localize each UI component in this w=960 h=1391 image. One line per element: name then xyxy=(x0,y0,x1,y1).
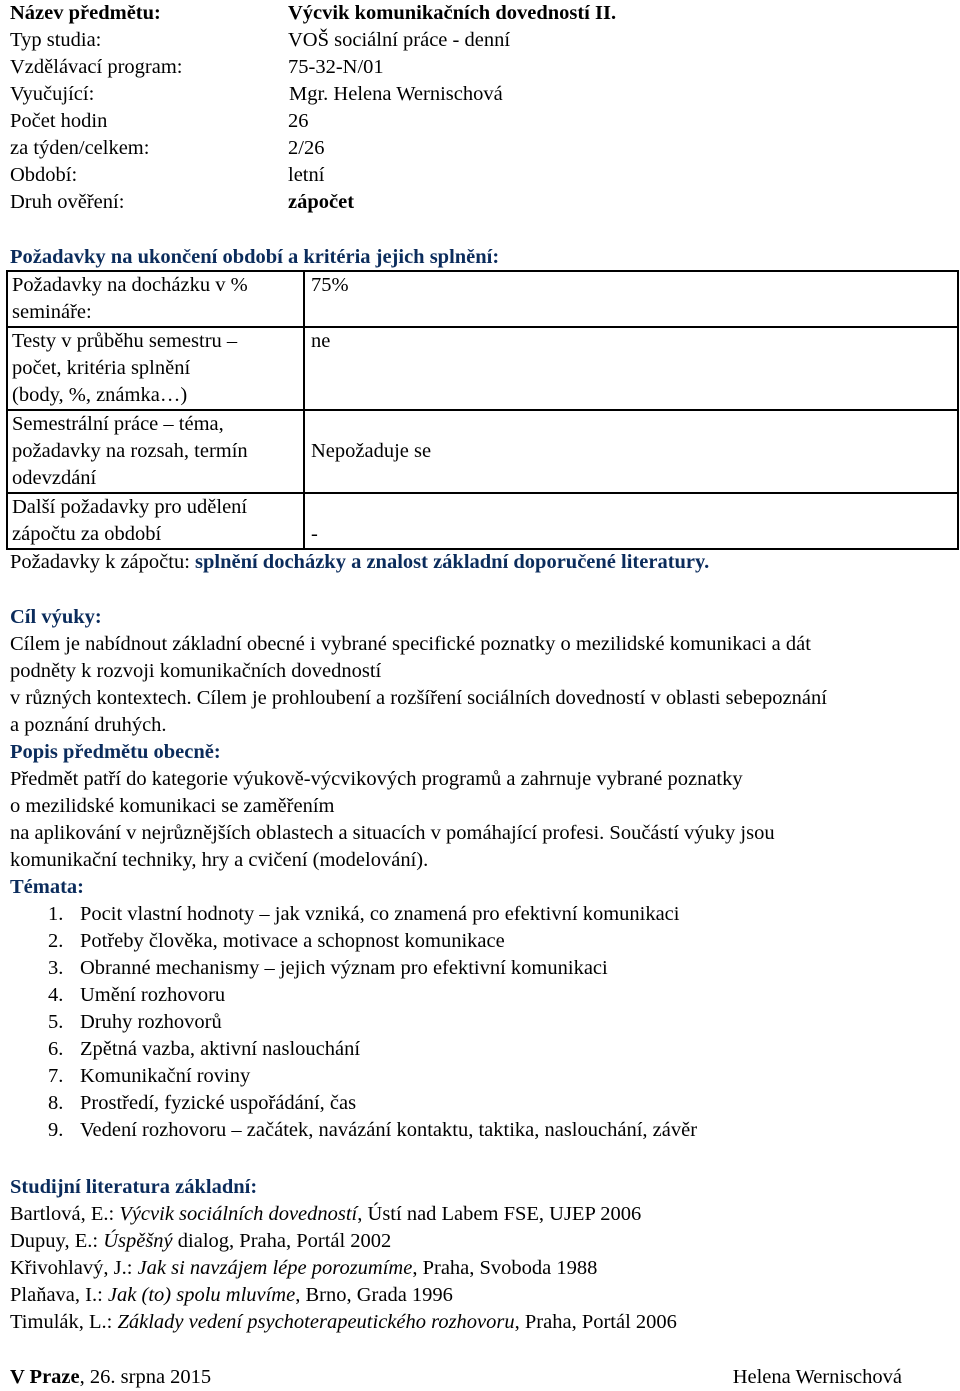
topics-list xyxy=(10,901,956,1144)
label-line: Další požadavky pro udělení xyxy=(12,496,248,518)
list-item xyxy=(10,1036,956,1063)
list-item xyxy=(10,928,956,955)
item-text: Vedení rozhovoru – začátek, navázání kontaktu, taktika, naslouchání, závěr xyxy=(80,1119,698,1141)
label-line: Testy v průběhu semestru – xyxy=(12,330,238,352)
book-title: Výcvik sociálních dovedností xyxy=(119,1203,358,1225)
info-value: 26 xyxy=(288,110,309,132)
description-line: o mezilidské komunikaci se zaměřením xyxy=(10,795,335,817)
requirement-value: Nepožaduje se xyxy=(304,410,958,493)
item-text: Umění rozhovoru xyxy=(80,984,226,1006)
item-number: 8. xyxy=(48,1092,64,1114)
info-label: Typ studia: xyxy=(10,29,102,51)
book-title: Úspěšný xyxy=(103,1230,173,1252)
footer xyxy=(10,1364,902,1391)
literature-item xyxy=(10,1282,956,1309)
list-item xyxy=(10,982,956,1009)
author: Timulák, L.: xyxy=(10,1311,118,1333)
label-line: odevzdání xyxy=(12,467,97,489)
publisher: , Ústí nad Labem FSE, UJEP 2006 xyxy=(357,1203,642,1225)
date: , 26. srpna 2015 xyxy=(79,1366,212,1388)
publisher: dialog, Praha, Portál 2002 xyxy=(172,1230,392,1252)
course-info xyxy=(10,0,956,216)
info-value: Mgr. Helena Wernischová xyxy=(289,83,503,105)
info-value: 75-32-N/01 xyxy=(288,56,384,78)
description-section xyxy=(10,739,956,874)
book-title: Jak (to) spolu mluvíme xyxy=(107,1284,296,1306)
goal-heading: Cíl výuky: xyxy=(10,606,102,628)
literature-item xyxy=(10,1255,956,1282)
info-label: Počet hodin xyxy=(10,110,108,132)
description-line: na aplikování v nejrůznějších oblastech a situacích v pomáhající profesi. Součástí výuky jsou xyxy=(10,822,775,844)
item-number: 1. xyxy=(48,903,64,925)
requirement-value: ne xyxy=(304,327,958,410)
description-line: Předmět patří do kategorie výukově-výcvikových programů a zahrnuje vybrané poznatky xyxy=(10,768,743,790)
topics-section xyxy=(10,874,956,1144)
requirements-table xyxy=(6,270,959,550)
requirement-value: - xyxy=(304,493,958,549)
info-value: 2/26 xyxy=(288,137,325,159)
table-row xyxy=(7,410,958,493)
goal-line: v různých kontextech. Cílem je prohloubení a rozšíření sociálních dovedností v oblasti sebepoznání xyxy=(10,687,827,709)
place: V Praze xyxy=(10,1366,80,1388)
item-text: Pocit vlastní hodnoty – jak vzniká, co znamená pro efektivní komunikaci xyxy=(80,903,680,925)
list-item xyxy=(10,901,956,928)
publisher: , Brno, Grada 1996 xyxy=(295,1284,453,1306)
table-row xyxy=(7,493,958,549)
item-number: 6. xyxy=(48,1038,64,1060)
item-number: 7. xyxy=(48,1065,64,1087)
list-item xyxy=(10,955,956,982)
item-number: 3. xyxy=(48,957,64,979)
requirement-label xyxy=(7,410,304,493)
label-line: (body, %, známka…) xyxy=(12,384,188,406)
label-line: Požadavky na docházku v % xyxy=(12,274,248,296)
author: Bartlová, E.: xyxy=(10,1203,120,1225)
description-heading: Popis předmětu obecně: xyxy=(10,741,221,763)
literature-heading: Studijní literatura základní: xyxy=(10,1176,258,1198)
credit-prefix: Požadavky k zápočtu: xyxy=(10,551,196,573)
info-value: letní xyxy=(288,164,325,186)
info-value: VOŠ sociální práce - denní xyxy=(288,29,511,51)
item-number: 4. xyxy=(48,984,64,1006)
info-label: Období: xyxy=(10,164,78,186)
topics-heading: Témata: xyxy=(10,876,85,898)
table-row xyxy=(7,271,958,327)
requirements-heading: Požadavky na ukončení období a kritéria jejich splnění: xyxy=(10,246,500,268)
place-date xyxy=(10,1364,211,1391)
list-item xyxy=(10,1117,956,1144)
credit-requirements xyxy=(10,549,709,576)
info-label: Vyučující: xyxy=(10,83,95,105)
goal-section xyxy=(10,604,956,739)
list-item xyxy=(10,1063,956,1090)
goal-line: podněty k rozvoji komunikačních dovedností xyxy=(10,660,382,682)
label-line: semináře: xyxy=(12,301,92,323)
info-label: za týden/celkem: xyxy=(10,137,150,159)
requirement-value: 75% xyxy=(304,271,958,327)
info-label: Název předmětu: xyxy=(10,2,161,24)
author: Plaňava, I.: xyxy=(10,1284,108,1306)
book-title: Základy vedení psychoterapeutického rozhovoru xyxy=(117,1311,515,1333)
item-text: Zpětná vazba, aktivní naslouchání xyxy=(80,1038,361,1060)
info-label: Druh ověření: xyxy=(10,191,125,213)
signature: Helena Wernischová xyxy=(732,1366,902,1388)
description-line: komunikační techniky, hry a cvičení (modelování). xyxy=(10,849,429,871)
list-item xyxy=(10,1090,956,1117)
goal-line: Cílem je nabídnout základní obecné i vybrané specifické poznatky o mezilidské komunikaci a dát xyxy=(10,633,811,655)
label-line: Semestrální práce – téma, xyxy=(12,413,224,435)
publisher: , Praha, Svoboda 1988 xyxy=(412,1257,598,1279)
author: Dupuy, E.: xyxy=(10,1230,104,1252)
item-text: Prostředí, fyzické uspořádání, čas xyxy=(80,1092,357,1114)
credit-text: splnění docházky a znalost základní doporučené literatury. xyxy=(195,551,710,573)
table-row xyxy=(7,327,958,410)
requirement-label xyxy=(7,493,304,549)
item-number: 5. xyxy=(48,1011,64,1033)
label-line: počet, kritéria splnění xyxy=(12,357,191,379)
literature-item xyxy=(10,1228,956,1255)
item-number: 2. xyxy=(48,930,64,952)
book-title: Jak si navzájem lépe porozumíme xyxy=(137,1257,413,1279)
requirement-label xyxy=(7,271,304,327)
label-line: zápočtu za období xyxy=(12,523,162,545)
requirement-label xyxy=(7,327,304,410)
item-number: 9. xyxy=(48,1119,64,1141)
info-value: zápočet xyxy=(288,191,355,213)
label-line: požadavky na rozsah, termín xyxy=(12,440,248,462)
info-label: Vzdělávací program: xyxy=(10,56,183,78)
literature-item xyxy=(10,1309,956,1336)
item-text: Potřeby člověka, motivace a schopnost komunikace xyxy=(80,930,505,952)
item-text: Komunikační roviny xyxy=(80,1065,251,1087)
author: Křivohlavý, J.: xyxy=(10,1257,138,1279)
item-text: Druhy rozhovorů xyxy=(80,1011,222,1033)
goal-line: a poznání druhých. xyxy=(10,714,167,736)
literature-item xyxy=(10,1201,956,1228)
list-item xyxy=(10,1009,956,1036)
literature-section xyxy=(10,1174,956,1336)
item-text: Obranné mechanismy – jejich význam pro efektivní komunikaci xyxy=(80,957,608,979)
publisher: , Praha, Portál 2006 xyxy=(514,1311,677,1333)
info-value: Výcvik komunikačních dovedností II. xyxy=(288,2,617,24)
